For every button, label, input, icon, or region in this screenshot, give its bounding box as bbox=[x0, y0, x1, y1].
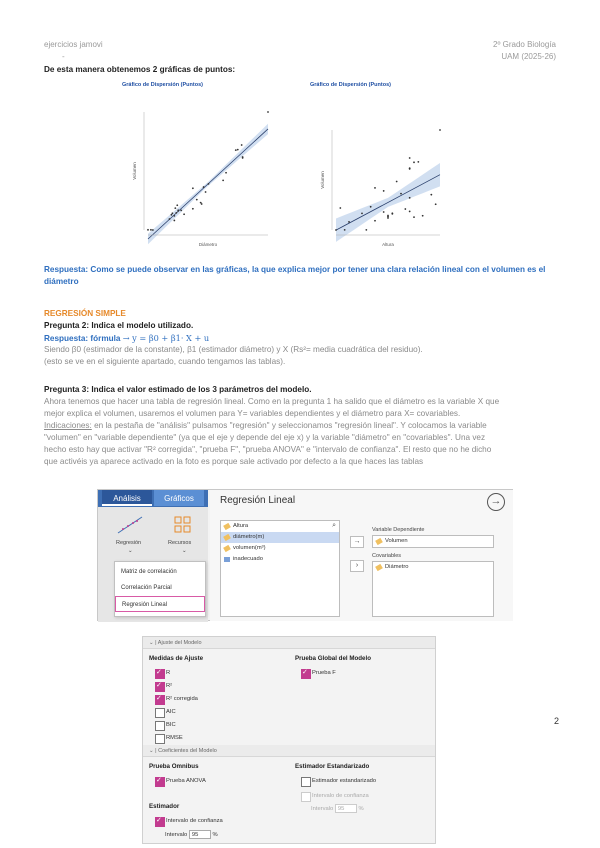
data-point bbox=[235, 149, 237, 151]
dependent-value: Volumen bbox=[385, 538, 408, 544]
dependent-field[interactable] bbox=[372, 535, 494, 548]
data-point bbox=[203, 186, 205, 188]
data-point bbox=[383, 211, 385, 213]
regression-chevron-icon[interactable]: ⌄ bbox=[128, 548, 133, 554]
data-point bbox=[365, 229, 367, 231]
data-point bbox=[196, 199, 198, 201]
percent-sign: % bbox=[212, 832, 218, 839]
course-label: 2º Grado Biología bbox=[493, 40, 556, 49]
standardized-heading: Estimador Estandarizado bbox=[295, 763, 370, 770]
checkbox-standardized-ci[interactable]: Intervalo de confianza bbox=[301, 792, 369, 802]
data-point bbox=[374, 220, 376, 222]
data-point bbox=[147, 229, 149, 231]
q3-line-1: Ahora tenemos que hacer una tabla de regresión lineal. Como en la pregunta 1 ha salido que el diámetro es la variable X que bbox=[44, 397, 500, 406]
jamovi-options-screenshot bbox=[142, 636, 436, 844]
regression-dropdown-menu bbox=[114, 561, 206, 617]
resources-button[interactable]: Recursos bbox=[168, 540, 192, 546]
doc-title: ejercicios jamovi bbox=[44, 40, 103, 49]
std-interval-input[interactable]: 95 bbox=[335, 804, 357, 813]
data-point bbox=[435, 203, 437, 205]
data-point bbox=[222, 179, 224, 181]
dependent-label: Variable Dependiente bbox=[372, 527, 425, 533]
data-point bbox=[237, 149, 239, 151]
data-point bbox=[400, 193, 402, 195]
q3-line-2: mejor explica el volumen, usaremos el volumen para Y= variables dependientes y el diámetro para X= covariables. bbox=[44, 409, 461, 418]
answer-2-formula: → y = β0 + β1· X + u bbox=[122, 333, 210, 343]
data-point bbox=[201, 203, 203, 205]
data-point bbox=[348, 221, 350, 223]
move-to-covariates-button[interactable]: › bbox=[350, 560, 364, 572]
std-percent-sign: % bbox=[358, 806, 364, 813]
global-test-heading: Prueba Global del Modelo bbox=[295, 655, 371, 662]
data-point bbox=[152, 229, 154, 231]
checkbox-rmse[interactable]: RMSE bbox=[155, 734, 183, 744]
interval-input[interactable]: 95 bbox=[189, 830, 211, 839]
data-point bbox=[171, 212, 173, 214]
pencil-icon bbox=[375, 538, 383, 545]
intro-text: De esta manera obtenemos 2 gráficas de puntos: bbox=[44, 65, 236, 74]
data-point bbox=[176, 204, 178, 206]
covariates-field[interactable] bbox=[372, 561, 494, 617]
checkbox-aic[interactable]: AIC bbox=[155, 708, 176, 718]
data-point bbox=[339, 207, 341, 209]
q3-line-3 bbox=[44, 420, 487, 432]
nominal-icon bbox=[224, 557, 230, 562]
regression-line bbox=[336, 175, 440, 230]
regression-icon[interactable] bbox=[116, 514, 144, 536]
list-item[interactable] bbox=[221, 532, 339, 543]
q3-line-3-text: en la pestaña de "análisis" pulsamos "regresión" y seleccionamos "regresión lineal". Y colocamos la variable bbox=[91, 421, 487, 430]
std-interval-label: Intervalo bbox=[311, 806, 334, 813]
data-point bbox=[335, 229, 337, 231]
answer-2-label: Respuesta: fórmula bbox=[44, 334, 121, 343]
interval-row bbox=[165, 830, 218, 839]
move-to-dependent-button[interactable]: → bbox=[350, 536, 364, 548]
question-2-title: Pregunta 2: Indica el modelo utilizado. bbox=[44, 321, 194, 330]
data-point bbox=[225, 172, 227, 174]
tab-analysis[interactable]: Análisis bbox=[102, 490, 152, 506]
data-point bbox=[383, 190, 385, 192]
tab-graphics[interactable]: Gráficos bbox=[154, 490, 204, 506]
menu-item-correlation-matrix[interactable]: Matriz de correlación bbox=[121, 569, 177, 575]
data-point bbox=[396, 181, 398, 183]
analysis-panel bbox=[210, 490, 513, 621]
data-point bbox=[404, 208, 406, 210]
dependent-item[interactable] bbox=[373, 536, 493, 547]
list-item[interactable] bbox=[221, 554, 339, 565]
variables-list bbox=[220, 520, 340, 617]
q2-explanation-1: Siendo β0 (estimador de la constante), β1 (estimador diámetro) y X (Rs²= media cuadrática del residuo). bbox=[44, 345, 423, 354]
q3-line-4: "volumen" en "variable dependiente" (ya que el eje y depende del eje x) y la variable "diámetro" en "covariables". Una vez bbox=[44, 433, 486, 442]
list-item[interactable] bbox=[221, 543, 339, 554]
data-point bbox=[169, 218, 171, 220]
variable-label: Altura bbox=[233, 523, 249, 529]
checkbox-r[interactable]: R ✓ bbox=[155, 669, 170, 679]
scatter-chart-diameter bbox=[118, 90, 283, 255]
menu-item-partial-correlation[interactable]: Correlación Parcial bbox=[121, 585, 172, 591]
variable-label: diámetro(m) bbox=[233, 534, 265, 540]
panel-title: Regresión Lineal bbox=[220, 495, 296, 506]
checkbox-adjusted-r2[interactable]: R² corregida ✓ bbox=[155, 695, 198, 705]
data-point bbox=[370, 206, 372, 208]
search-icon[interactable]: ⌕ bbox=[332, 522, 336, 529]
data-point bbox=[180, 209, 182, 211]
data-point bbox=[374, 187, 376, 189]
variable-label: inadecuado bbox=[233, 556, 263, 562]
data-point bbox=[192, 208, 194, 210]
variable-label: volumen(m³) bbox=[233, 545, 266, 551]
std-interval-row bbox=[311, 804, 364, 813]
chart-right-title: Gráfico de Dispersión (Puntos) bbox=[310, 82, 391, 88]
data-point bbox=[409, 157, 411, 159]
data-point bbox=[173, 220, 175, 222]
section-model-fit[interactable]: ⌄ | Ajuste del Modelo bbox=[143, 637, 435, 649]
data-point bbox=[171, 214, 173, 216]
data-point bbox=[391, 212, 393, 214]
data-point bbox=[409, 197, 411, 199]
chart-left-title: Gráfico de Dispersión (Puntos) bbox=[122, 82, 203, 88]
data-point bbox=[242, 157, 244, 159]
covariate-item[interactable] bbox=[373, 562, 493, 573]
data-point bbox=[409, 211, 411, 213]
estimator-heading: Estimador bbox=[149, 803, 180, 810]
q3-line-5: hecho esto hay que activar "R² corregida", "prueba F", "prueba ANOVA" e "intervalo de confianza". El resto que no he dicho bbox=[44, 445, 492, 454]
interval-label: Intervalo bbox=[165, 832, 188, 839]
q3-line-6: que activéis ya aparece activado en la foto es porque sale activado por defecto a la que haces las tablas bbox=[44, 457, 424, 466]
checkbox-anova[interactable]: Prueba ANOVA ✓ bbox=[155, 777, 206, 787]
jamovi-tabbar bbox=[98, 490, 208, 507]
checkbox-bic[interactable]: BIC bbox=[155, 721, 176, 731]
menu-item-linear-regression[interactable]: Regresión Lineal bbox=[115, 596, 205, 612]
y-axis-label: Volumen bbox=[132, 162, 137, 180]
doc-title-sub: - bbox=[62, 52, 65, 61]
x-axis-label: Altura bbox=[382, 242, 394, 247]
regression-button[interactable]: Regresión bbox=[116, 540, 142, 546]
checkbox-r2[interactable]: R² ✓ bbox=[155, 682, 172, 692]
data-point bbox=[174, 207, 176, 209]
x-axis-label: Diámetro bbox=[198, 242, 218, 247]
scatter-chart-height bbox=[310, 90, 450, 255]
resources-icon[interactable] bbox=[174, 516, 192, 534]
data-point bbox=[150, 229, 152, 231]
resources-chevron-icon[interactable]: ⌄ bbox=[182, 548, 187, 554]
data-point bbox=[192, 187, 194, 189]
list-item[interactable] bbox=[221, 521, 339, 532]
section-heading: REGRESIÓN SIMPLE bbox=[44, 309, 126, 318]
data-point bbox=[267, 111, 269, 113]
omnibus-heading: Prueba Omnibus bbox=[149, 763, 199, 770]
data-point bbox=[422, 215, 424, 217]
data-point bbox=[439, 129, 441, 131]
pencil-icon bbox=[375, 564, 383, 571]
fit-measures-heading: Medidas de Ajuste bbox=[149, 655, 204, 662]
question-3-title: Pregunta 3: Indica el valor estimado de los 3 parámetros del modelo. bbox=[44, 385, 312, 394]
answer-1: Respuesta: Como se puede observar en las gráficas, la que explica mejor por tener una clara relación lineal con el volumen es el diámetro bbox=[44, 265, 546, 287]
section-model-fit-label: Ajuste del Modelo bbox=[157, 640, 202, 646]
checkbox-f-test[interactable]: Prueba F ✓ bbox=[301, 669, 336, 679]
university-label: UAM (2025-26) bbox=[501, 52, 556, 61]
checkbox-standardized[interactable]: Estimador estandarizado bbox=[301, 777, 376, 787]
data-point bbox=[413, 216, 415, 218]
data-point bbox=[344, 229, 346, 231]
data-point bbox=[413, 161, 415, 163]
data-point bbox=[409, 168, 411, 170]
next-arrow-icon[interactable]: → bbox=[487, 493, 505, 511]
covariates-label: Covariables bbox=[372, 553, 402, 559]
pencil-icon bbox=[223, 545, 231, 552]
data-point bbox=[361, 212, 363, 214]
y-axis-label: Volumen bbox=[320, 171, 325, 189]
page-number: 2 bbox=[554, 716, 560, 726]
indications-label: Indicaciones: bbox=[44, 421, 92, 430]
data-point bbox=[387, 216, 389, 218]
data-point bbox=[430, 194, 432, 196]
covariate-value: Diámetro bbox=[385, 564, 409, 570]
data-point bbox=[241, 144, 243, 146]
data-point bbox=[183, 213, 185, 215]
jamovi-regression-screenshot bbox=[97, 489, 513, 621]
data-point bbox=[205, 191, 207, 193]
q2-explanation-2: (esto se ve en el siguiente apartado, cuando tengamos las tablas). bbox=[44, 357, 286, 366]
section-model-coefficients-label: Coeficientes del Modelo bbox=[158, 748, 217, 754]
checkbox-confidence-interval[interactable]: Intervalo de confianza ✓ bbox=[155, 817, 223, 827]
data-point bbox=[175, 212, 177, 214]
pencil-icon bbox=[223, 523, 231, 530]
data-point bbox=[177, 209, 179, 211]
section-model-coefficients[interactable]: ⌄ | Coeficientes del Modelo bbox=[143, 745, 435, 757]
pencil-icon bbox=[223, 534, 231, 541]
data-point bbox=[417, 161, 419, 163]
data-point bbox=[173, 215, 175, 217]
data-point bbox=[208, 183, 210, 185]
